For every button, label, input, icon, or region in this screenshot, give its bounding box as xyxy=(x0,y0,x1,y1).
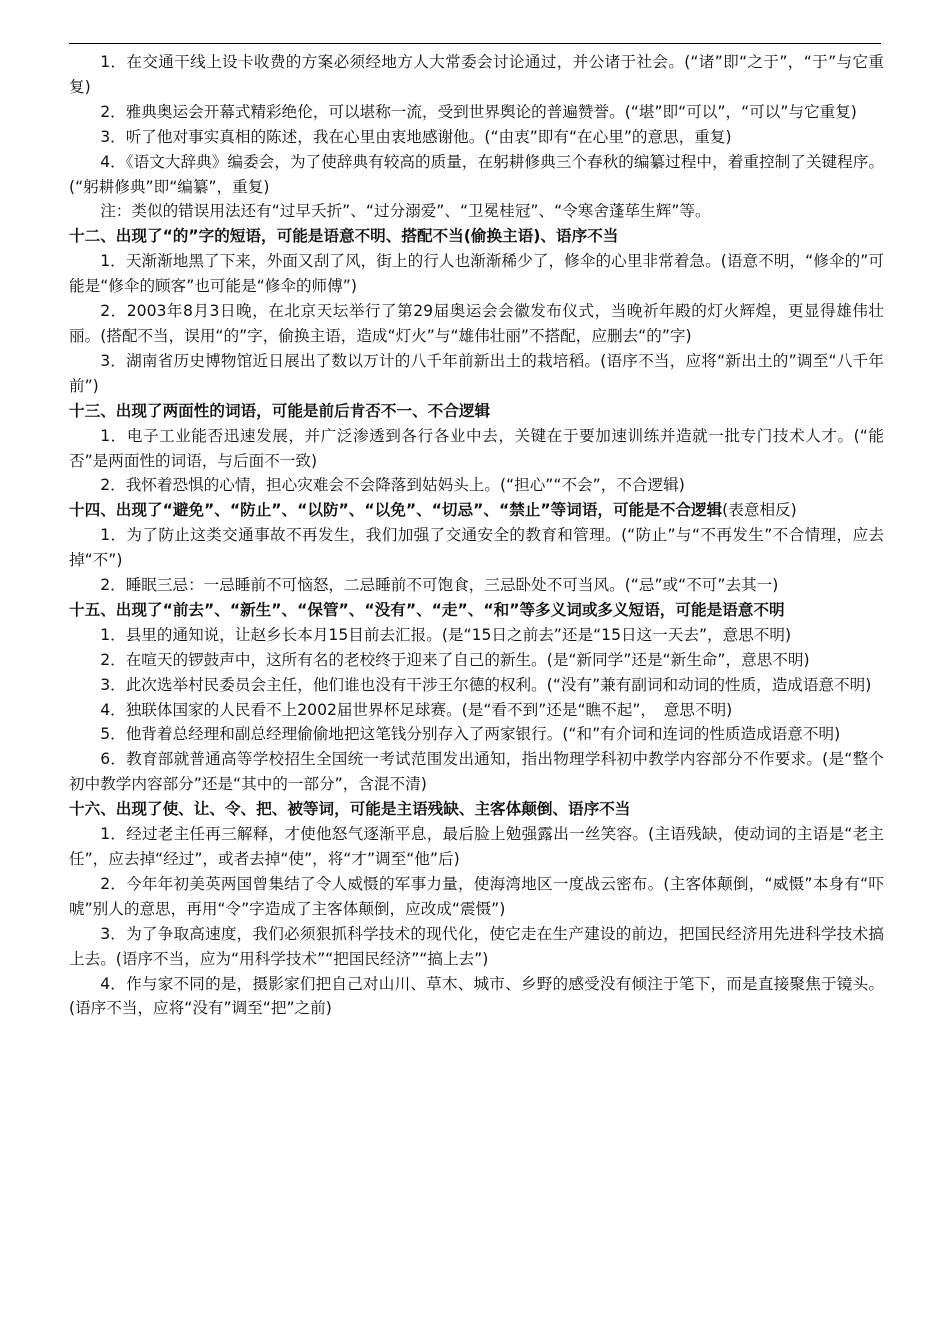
section-heading-12: 十二、出现了“的”字的短语，可能是语意不明、搭配不当(偷换主语)、语序不当 xyxy=(69,227,619,246)
section-heading-13: 十三、出现了两面性的词语，可能是前后肯否不一、不合逻辑 xyxy=(69,401,491,420)
document-body xyxy=(69,50,884,1021)
paragraph: 4．《语文大辞典》编委会，为了使辞典有较高的质量，在躬耕修典三个春秋的编纂过程中，着重控制了关键程序。(“躬耕修典”即“编纂”，重复) xyxy=(69,152,884,196)
section-heading-15: 十五、出现了“前去”、“新生”、“保管”、“没有”、“走”、“和”等多义词或多义短语，可能是语意不明 xyxy=(69,600,785,619)
paragraph: 3．为了争取高速度，我们必须狠抓科学技术的现代化，使它走在生产建设的前边，把国民经济用先进科学技术搞上去。(语序不当，应为“用科学技术”“把国民经济”“搞上去”) xyxy=(69,924,884,968)
paragraph: 3．此次选举村民委员会主任，他们谁也没有干涉王尔德的权利。(“没有”兼有副词和动词的性质，造成语意不明) xyxy=(100,675,872,694)
heading-text: 十四、出现了“避免”、“防止”、“以防”、“以免”、“切忌”、“禁止”等词语，可能是不合逻辑 xyxy=(69,501,723,520)
paragraph: 6．教育部就普通高等学校招生全国统一考试范围发出通知，指出物理学科初中教学内容部分不作要求。(是“整个初中教学内容部分”还是“其中的一部分”，含混不清) xyxy=(69,750,884,794)
paragraph: 5．他背着总经理和副总经理偷偷地把这笔钱分别存入了两家银行。(“和”有介词和连词的性质造成语意不明) xyxy=(100,725,841,744)
paragraph: 2．睡眠三忌：一忌睡前不可恼怒，二忌睡前不可饱食，三忌卧处不可当风。(“忌”或“不可”去其一) xyxy=(100,576,779,595)
note-paragraph: 注：类似的错误用法还有“过早夭折”、“过分溺爱”、“卫冕桂冠”、“令寒舍蓬荜生辉”等。 xyxy=(100,202,711,221)
paragraph: 2．今年年初美英两国曾集结了令人威慑的军事力量，使海湾地区一度战云密布。(主客体颠倒，“威慑”本身有“吓唬”别人的意思，再用“令”字造成了主客体颠倒，应改成“震慑”) xyxy=(69,874,884,918)
paragraph: 4．独联体国家的人民看不上2002届世界杯足球赛。(是“看不到”还是“瞧不起”， 意思不明) xyxy=(100,700,733,719)
paragraph: 1．电子工业能否迅速发展，并广泛渗透到各行各业中去，关键在于要加速训练并造就一批专门技术人才。(“能否”是两面性的词语，与后面不一致) xyxy=(69,426,884,470)
paragraph: 1．经过老主任再三解释，才使他怒气逐渐平息，最后脸上勉强露出一丝笑容。(主语残缺，使动词的主语是“老主任”，应去掉“经过”，或者去掉“使”，将“才”调至“他”后) xyxy=(69,825,884,868)
heading-note: (表意相反) xyxy=(722,501,797,520)
section-heading-14 xyxy=(69,498,884,523)
section-heading-16: 十六、出现了使、让、令、把、被等词，可能是主语残缺、主客体颠倒、语序不当 xyxy=(69,800,631,819)
paragraph: 1．在交通干线上设卡收费的方案必须经地方人大常委会讨论通过，并公诸于社会。(“诸”即“之于”，“于”与它重复) xyxy=(69,53,884,96)
paragraph: 3．听了他对事实真相的陈述，我在心里由衷地感谢他。(“由衷”即有“在心里”的意思，重复) xyxy=(100,127,732,146)
paragraph: 2．雅典奥运会开幕式精彩绝伦，可以堪称一流，受到世界舆论的普遍赞誉。(“堪”即“可以”，“可以”与它重复) xyxy=(100,102,857,121)
paragraph: 1．为了防止这类交通事故不再发生，我们加强了交通安全的教育和管理。(“防止”与“不再发生”不合情理，应去掉“不”) xyxy=(69,526,884,570)
paragraph: 2．2003年8月3日晚，在北京天坛举行了第29届奥运会会徽发布仪式，当晚祈年殿的灯火辉煌，更显得雄伟壮丽。(搭配不当，误用“的”字，偷换主语，造成“灯火”与“雄伟壮丽”不搭配，应删去“的”字) xyxy=(69,302,884,345)
paragraph: 3．湖南省历史博物馆近日展出了数以万计的八千年前新出土的栽培稻。(语序不当，应将“新出土的”调至“八千年前”) xyxy=(69,351,884,395)
paragraph: 2．在喧天的锣鼓声中，这所有名的老校终于迎来了自己的新生。(是“新同学”还是“新生命”，意思不明) xyxy=(100,650,810,669)
page-top-rule xyxy=(69,43,881,44)
paragraph: 1．天渐渐地黑了下来，外面又刮了风，街上的行人也渐渐稀少了，修伞的心里非常着急。(语意不明，“修伞的”可能是“修伞的顾客”也可能是“修伞的师傅”) xyxy=(69,252,884,296)
paragraph: 1．县里的通知说，让赵乡长本月15目前去汇报。(是“15日之前去”还是“15日这一天去”，意思不明) xyxy=(100,625,792,644)
paragraph: 2．我怀着恐惧的心情，担心灾难会不会降落到姑妈头上。(“担心”“不会”，不合逻辑) xyxy=(100,476,685,495)
paragraph: 4．作与家不同的是，摄影家们把自己对山川、草木、城市、乡野的感受没有倾注于笔下，而是直接聚焦于镜头。(语序不当，应将“没有”调至“把”之前) xyxy=(69,974,884,1018)
